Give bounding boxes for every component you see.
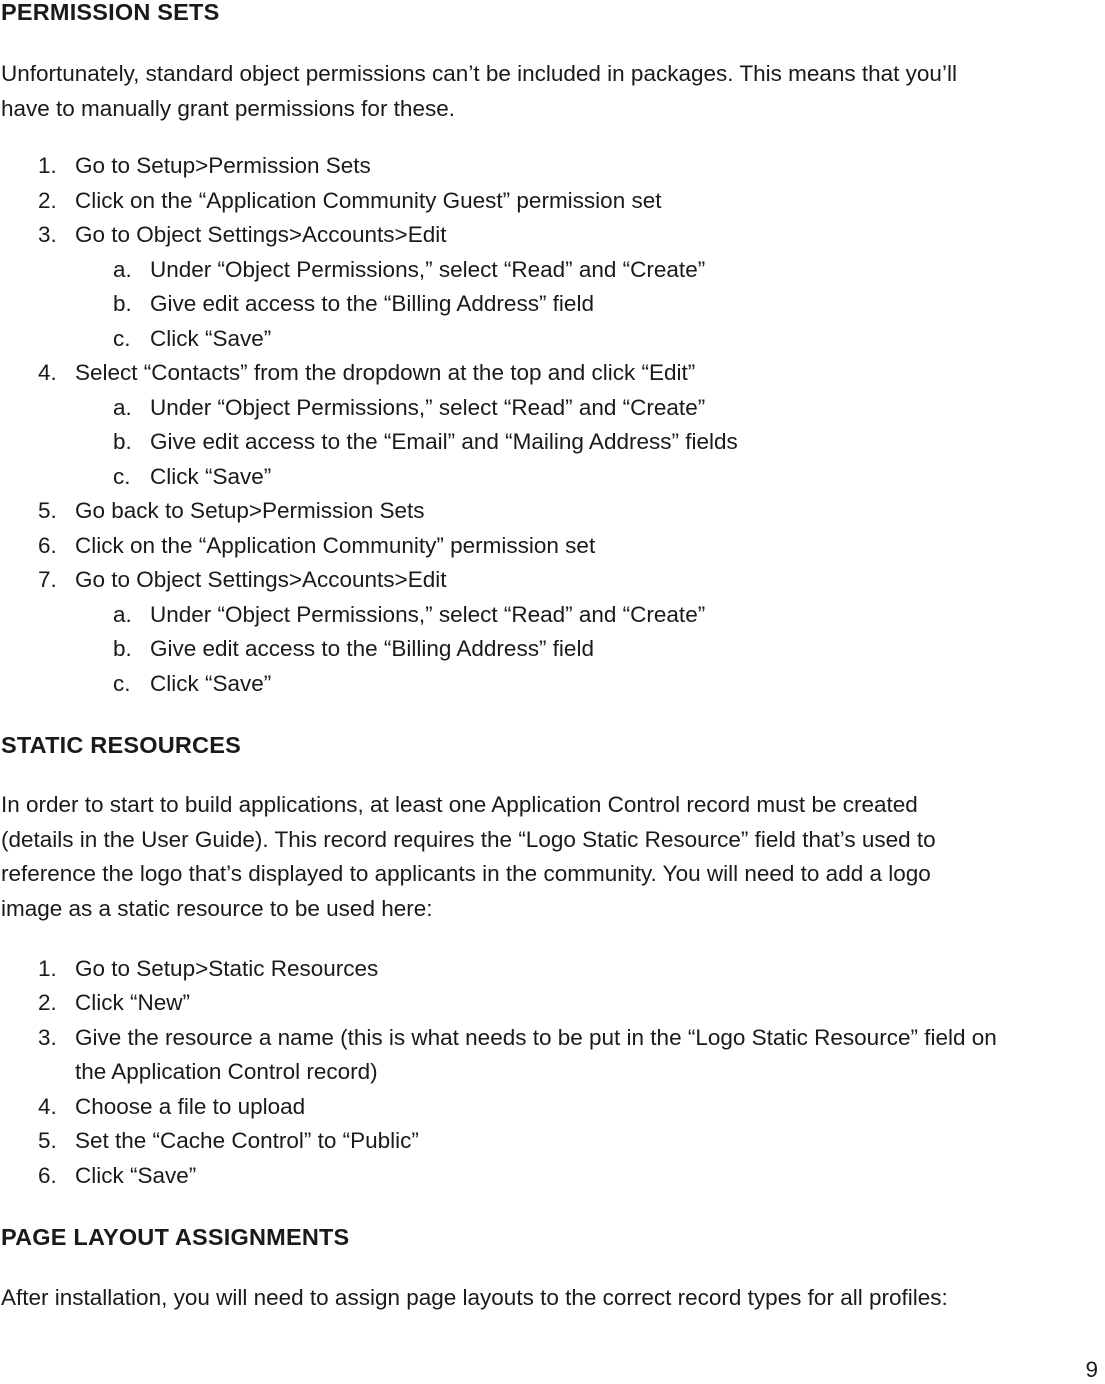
list-item-text: Give the resource a name (this is what needs to be put in the “Logo Static Resource” field on [75, 1025, 997, 1050]
list-marker: a. [113, 257, 132, 282]
list-item-text: Click “Save” [150, 464, 272, 489]
list-item-text: Under “Object Permissions,” select “Read” and “Create” [150, 602, 706, 627]
list-marker: 6. [38, 533, 57, 558]
paragraph-line: Unfortunately, standard object permissions can’t be included in packages. This means that you’ll [1, 61, 957, 86]
paragraph-line: image as a static resource to be used here: [1, 895, 433, 921]
list-marker: 4. [38, 360, 57, 385]
list-item-text: Give edit access to the “Billing Address” field [150, 291, 594, 316]
list-marker: 5. [38, 1128, 57, 1153]
list-item-text: Click “Save” [75, 1163, 197, 1188]
list-item-text: Go to Object Settings>Accounts>Edit [75, 222, 447, 247]
list-item-text: Go to Setup>Static Resources [75, 956, 379, 981]
list-item-text: Set the “Cache Control” to “Public” [75, 1128, 419, 1153]
paragraph-line: In order to start to build applications, at least one Application Control record must be created [1, 792, 918, 817]
list-item-text: Give edit access to the “Billing Address” field [150, 636, 594, 661]
list-item-text: Give edit access to the “Email” and “Mailing Address” fields [150, 429, 738, 454]
list-marker: 6. [38, 1163, 57, 1188]
list-marker: b. [113, 636, 132, 661]
list-marker: a. [113, 602, 132, 627]
page-number: 9 [1085, 1357, 1098, 1382]
list-item-text: Click “New” [75, 990, 190, 1015]
list-item-text: Go to Object Settings>Accounts>Edit [75, 567, 447, 592]
list-marker: c. [113, 671, 131, 696]
list-item-text: Click “Save” [150, 326, 272, 351]
list-marker: b. [113, 429, 132, 454]
list-marker: 3. [38, 222, 57, 247]
paragraph-line: have to manually grant permissions for these. [1, 95, 455, 121]
paragraph-line: After installation, you will need to assign page layouts to the correct record types for all profiles: [1, 1285, 948, 1310]
list-marker: 3. [38, 1025, 57, 1050]
section-heading-static-resources: STATIC RESOURCES [1, 732, 241, 758]
paragraph-line: (details in the User Guide). This record requires the “Logo Static Resource” field that’s used to [1, 826, 936, 852]
list-item-text: Click on the “Application Community Guest” permission set [75, 188, 662, 213]
list-marker: 5. [38, 498, 57, 523]
list-item-text: Click on the “Application Community” permission set [75, 533, 596, 558]
list-item-text: Click “Save” [150, 671, 272, 696]
list-marker: 7. [38, 567, 57, 592]
list-marker: 1. [38, 956, 57, 981]
list-marker: a. [113, 395, 132, 420]
static-resources-intro [1, 788, 1096, 926]
section-heading-permission-sets: PERMISSION SETS [1, 0, 220, 25]
list-marker: c. [113, 464, 131, 489]
list-item-text: Choose a file to upload [75, 1094, 306, 1119]
list-item-text: the Application Control record) [75, 1059, 378, 1084]
list-item-text: Go back to Setup>Permission Sets [75, 498, 425, 523]
list-item-text: Select “Contacts” from the dropdown at the top and click “Edit” [75, 360, 696, 385]
list-item-text: Under “Object Permissions,” select “Read” and “Create” [150, 257, 706, 282]
list-marker: 4. [38, 1094, 57, 1119]
permission-sets-intro [1, 57, 1096, 126]
list-marker: 1. [38, 153, 57, 178]
list-item-text: Under “Object Permissions,” select “Read” and “Create” [150, 395, 706, 420]
paragraph-line: reference the logo that’s displayed to applicants in the community. You will need to add a logo [1, 861, 931, 886]
page-layout-assignments-intro [1, 1281, 1096, 1316]
list-marker: c. [113, 326, 131, 351]
list-marker: b. [113, 291, 132, 316]
list-marker: 2. [38, 990, 57, 1015]
section-heading-page-layout-assignments: PAGE LAYOUT ASSIGNMENTS [1, 1224, 350, 1250]
list-marker: 2. [38, 188, 57, 213]
list-item-text: Go to Setup>Permission Sets [75, 153, 371, 178]
